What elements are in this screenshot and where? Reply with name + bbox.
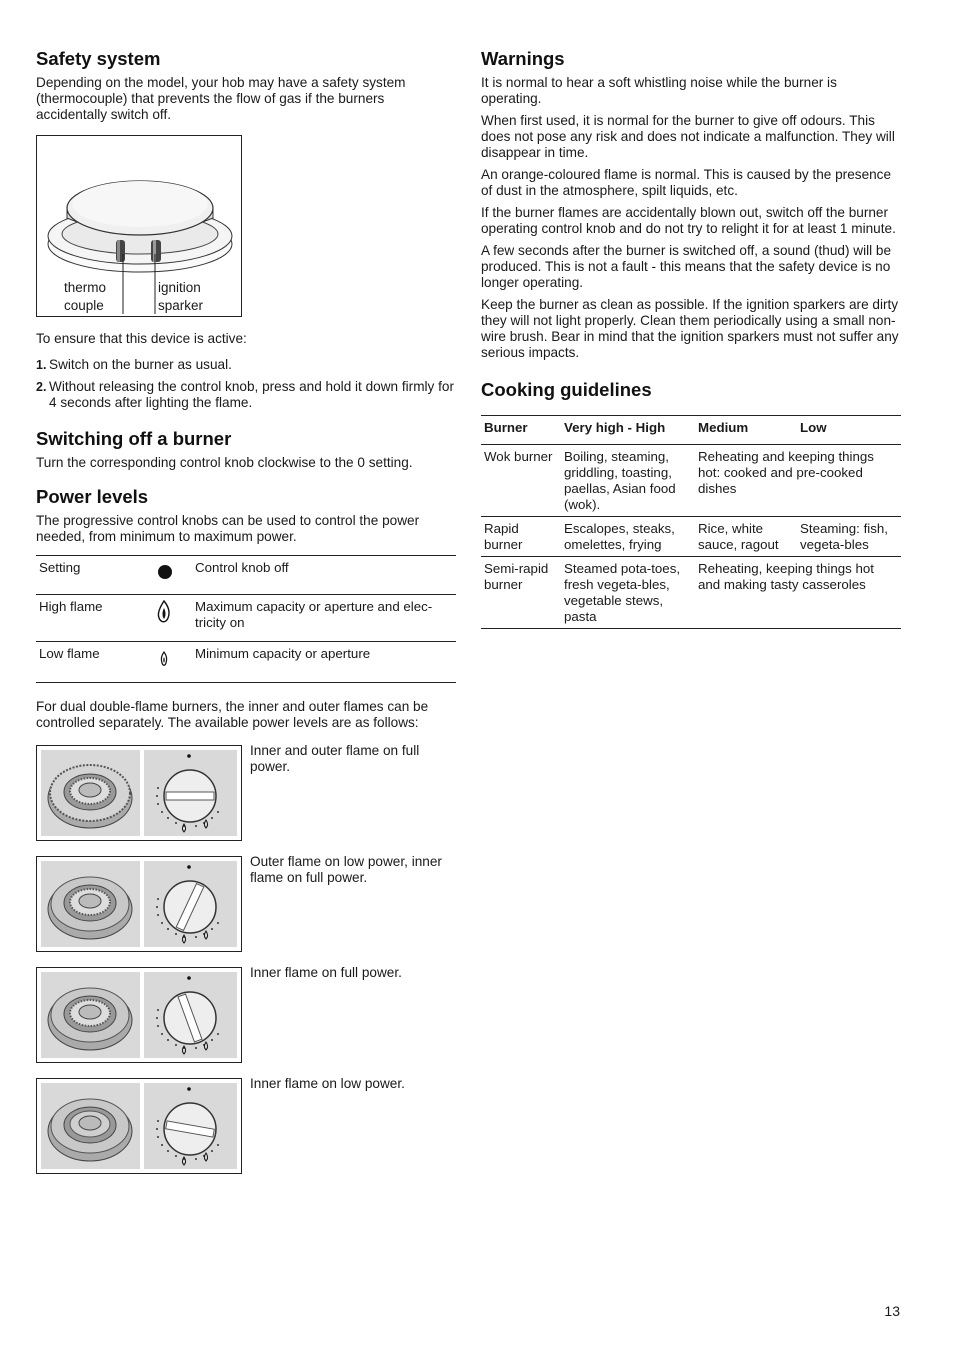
power-level-text: Inner and outer flame on full power.	[250, 743, 420, 774]
thermocouple-figure	[36, 135, 242, 317]
warning-paragraph: When first used, it is normal for the burner to give off odours. This does not pose any risk and does not indicate a malfunction. They will disappear in time.	[481, 113, 895, 160]
right-column	[481, 48, 901, 629]
dual-burner-intro: For dual double-flame burners, the inner and outer flames can be controlled separately. The available power levels are as follows:	[36, 699, 429, 730]
table-row: Setting Control knob off	[36, 556, 456, 595]
power-levels-table	[36, 555, 456, 683]
control-knob-icon	[144, 746, 238, 840]
dot-icon	[153, 560, 173, 580]
warning-paragraph: It is normal to hear a soft whistling noise while the burner is operating.	[481, 75, 837, 106]
power-level-item	[36, 856, 456, 952]
safety-steps	[36, 357, 456, 411]
control-knob-icon	[144, 857, 238, 951]
power-level-item	[36, 745, 456, 841]
warning-paragraph: Keep the burner as clean as possible. If the ignition sparkers are dirty they will not light properly. Clean them periodically using a small non-wire brush. Bear in mind that the ignition sparkers must not suffer any serious impacts.	[481, 297, 899, 360]
table-row: Semi-rapid burner Steamed pota-toes, fresh vegeta-bles, vegetable stews, pasta Reheating, keeping things hot and making tasty casseroles	[481, 557, 901, 629]
list-item: 1. Switch on the burner as usual.	[36, 357, 232, 372]
safety-system-intro: Depending on the model, your hob may have a safety system (thermocouple) that prevents the flow of gas if the burners accidentally switch off.	[36, 75, 406, 122]
cooking-guidelines-table	[481, 415, 901, 629]
table-row: Low flame Minimum capacity or aperture	[36, 642, 456, 683]
table-row: High flame Maximum capacity or aperture and elec-tricity on	[36, 595, 456, 642]
dual-burner-icon	[41, 746, 141, 840]
power-level-text: Inner flame on full power.	[250, 965, 402, 980]
burner-knob-figure	[36, 856, 242, 952]
cooking-guidelines-heading: Cooking guidelines	[481, 379, 652, 400]
safety-system-heading: Safety system	[36, 48, 161, 69]
warning-paragraph: An orange-coloured flame is normal. This is caused by the presence of dust in the atmosphere, spilt liquids, etc.	[481, 167, 892, 198]
small-flame-icon	[153, 646, 173, 668]
power-level-item	[36, 1078, 456, 1174]
thermocouple-label: thermo couple	[64, 280, 107, 313]
control-knob-icon	[144, 1079, 238, 1173]
control-knob-icon	[144, 968, 238, 1062]
burner-knob-figure	[36, 967, 242, 1063]
warning-paragraph: A few seconds after the burner is switched off, a sound (thud) will be produced. This is not a fault - this means that the safety device is no longer operating.	[481, 243, 892, 290]
warnings-heading: Warnings	[481, 48, 565, 69]
power-level-text: Outer flame on low power, inner flame on full power.	[250, 854, 442, 885]
burner-knob-figure	[36, 745, 242, 841]
switching-off-heading: Switching off a burner	[36, 428, 232, 449]
switching-off-text: Turn the corresponding control knob clockwise to the 0 setting.	[36, 455, 413, 470]
list-item: 2. Without releasing the control knob, press and hold it down firmly for 4 seconds after lighting the flame.	[36, 379, 454, 410]
dual-burner-icon	[41, 968, 141, 1062]
power-levels-intro: The progressive control knobs can be used to control the power needed, from minimum to maximum power.	[36, 513, 420, 544]
ignition-sparker-label: ignition sparker	[158, 280, 204, 313]
burner-knob-figure	[36, 1078, 242, 1174]
table-header-row: Burner Very high - High Medium Low	[481, 416, 901, 445]
table-row: Rapid burner Escalopes, steaks, omelettes, frying Rice, white sauce, ragout Steaming: fish, vegeta-bles	[481, 517, 901, 557]
page-number: 13	[884, 1303, 900, 1319]
ensure-text: To ensure that this device is active:	[36, 331, 247, 346]
left-column	[36, 48, 456, 1189]
power-level-item	[36, 967, 456, 1063]
power-level-text: Inner flame on low power.	[250, 1076, 405, 1091]
warning-paragraph: If the burner flames are accidentally blown out, switch off the burner operating control knob and do not try to relight it for at least 1 minute.	[481, 205, 896, 236]
power-levels-heading: Power levels	[36, 486, 149, 507]
dual-burner-icon	[41, 1079, 141, 1173]
table-row: Wok burner Boiling, steaming, griddling, toasting, paellas, Asian food (wok). Reheating and keeping things hot: cooked and pre-cooked dishes	[481, 445, 901, 517]
dual-burner-icon	[41, 857, 141, 951]
large-flame-icon	[153, 599, 173, 625]
